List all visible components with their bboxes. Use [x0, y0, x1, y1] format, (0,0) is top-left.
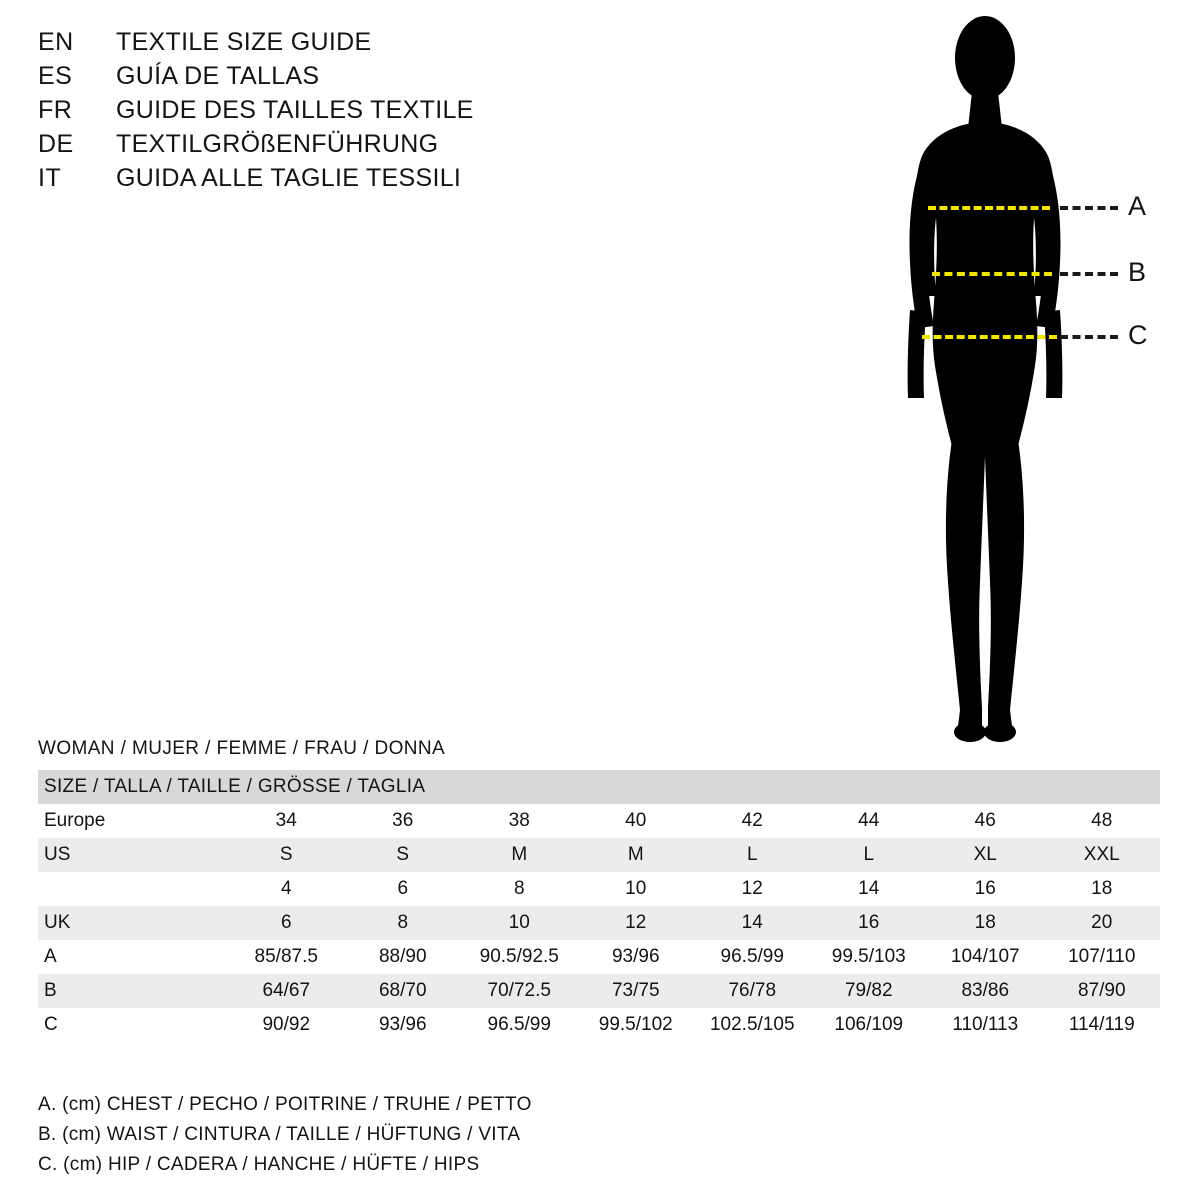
cell: 96.5/99 — [461, 1008, 578, 1042]
cell: 46 — [927, 804, 1044, 838]
cell: 102.5/105 — [694, 1008, 811, 1042]
chest-measure-line — [928, 206, 1050, 210]
row-label-us: US — [38, 838, 228, 872]
cell: 79/82 — [811, 974, 928, 1008]
cell: 76/78 — [694, 974, 811, 1008]
footnote-list — [38, 1090, 838, 1180]
cell: 12 — [578, 906, 695, 940]
cell: 6 — [228, 906, 345, 940]
language-row-it — [38, 164, 658, 198]
language-code-en: EN — [38, 28, 74, 56]
woman-silhouette-icon — [860, 10, 1110, 750]
cell: 14 — [811, 872, 928, 906]
cell: 106/109 — [811, 1008, 928, 1042]
hip-measure-line — [922, 335, 1057, 339]
footnote-hip: C. (cm) HIP / CADERA / HANCHE / HÜFTE / HIPS — [38, 1154, 480, 1175]
table-row — [38, 940, 1160, 974]
cell: L — [694, 838, 811, 872]
table-row — [38, 974, 1160, 1008]
waist-leader-line — [1060, 272, 1118, 276]
cell: 18 — [1044, 872, 1161, 906]
cell: 34 — [228, 804, 345, 838]
language-code-it: IT — [38, 164, 62, 192]
cell: S — [228, 838, 345, 872]
language-row-en — [38, 28, 658, 62]
cell: 104/107 — [927, 940, 1044, 974]
cell: 8 — [461, 872, 578, 906]
row-label-uk: UK — [38, 906, 228, 940]
cell: XL — [927, 838, 1044, 872]
cell: 85/87.5 — [228, 940, 345, 974]
cell: M — [578, 838, 695, 872]
table-row — [38, 1008, 1160, 1042]
cell: 70/72.5 — [461, 974, 578, 1008]
size-table-section — [38, 738, 1160, 1042]
cell: 44 — [811, 804, 928, 838]
language-title-en: TEXTILE SIZE GUIDE — [116, 28, 372, 56]
cell: 20 — [1044, 906, 1161, 940]
body-measurement-figure — [860, 10, 1190, 750]
language-row-es — [38, 62, 658, 96]
table-header-row — [38, 770, 1160, 804]
footnote-waist: B. (cm) WAIST / CINTURA / TAILLE / HÜFTUNG / VITA — [38, 1124, 521, 1145]
language-title-list — [38, 28, 658, 198]
cell: 10 — [578, 872, 695, 906]
cell: 40 — [578, 804, 695, 838]
cell: 114/119 — [1044, 1008, 1161, 1042]
cell: 16 — [927, 872, 1044, 906]
row-label-a: A — [38, 940, 228, 974]
cell: 16 — [811, 906, 928, 940]
cell: 88/90 — [345, 940, 462, 974]
cell: 64/67 — [228, 974, 345, 1008]
chest-measure-label: A — [1128, 191, 1147, 221]
cell: 87/90 — [1044, 974, 1161, 1008]
waist-measure-label: B — [1128, 257, 1147, 287]
cell: 96.5/99 — [694, 940, 811, 974]
cell: 83/86 — [927, 974, 1044, 1008]
table-caption: WOMAN / MUJER / FEMME / FRAU / DONNA — [38, 738, 446, 759]
language-title-de: TEXTILGRÖßENFÜHRUNG — [116, 130, 439, 158]
cell: 48 — [1044, 804, 1161, 838]
cell: 99.5/103 — [811, 940, 928, 974]
row-label-b: B — [38, 974, 228, 1008]
cell: 12 — [694, 872, 811, 906]
cell: XXL — [1044, 838, 1161, 872]
waist-measure-line — [932, 272, 1052, 276]
language-code-de: DE — [38, 130, 74, 158]
cell: 73/75 — [578, 974, 695, 1008]
cell: 110/113 — [927, 1008, 1044, 1042]
language-row-de — [38, 130, 658, 164]
cell: 68/70 — [345, 974, 462, 1008]
cell: 107/110 — [1044, 940, 1161, 974]
row-label-europe: Europe — [38, 804, 228, 838]
cell: 6 — [345, 872, 462, 906]
cell: 14 — [694, 906, 811, 940]
table-row — [38, 872, 1160, 906]
cell: 38 — [461, 804, 578, 838]
cell: 42 — [694, 804, 811, 838]
cell: 10 — [461, 906, 578, 940]
language-row-fr — [38, 96, 658, 130]
cell: 93/96 — [345, 1008, 462, 1042]
footnote-chest: A. (cm) CHEST / PECHO / POITRINE / TRUHE / PETTO — [38, 1094, 532, 1115]
language-title-it: GUIDA ALLE TAGLIE TESSILI — [116, 164, 462, 192]
cell: 36 — [345, 804, 462, 838]
table-row — [38, 906, 1160, 940]
language-code-fr: FR — [38, 96, 73, 124]
hip-leader-line — [1060, 335, 1118, 339]
language-title-fr: GUIDE DES TAILLES TEXTILE — [116, 96, 474, 124]
cell: 99.5/102 — [578, 1008, 695, 1042]
language-title-es: GUÍA DE TALLAS — [116, 62, 320, 90]
language-code-es: ES — [38, 62, 73, 90]
cell: S — [345, 838, 462, 872]
table-row — [38, 804, 1160, 838]
row-label-c: C — [38, 1008, 228, 1042]
cell: 93/96 — [578, 940, 695, 974]
cell: 4 — [228, 872, 345, 906]
cell: 18 — [927, 906, 1044, 940]
cell: L — [811, 838, 928, 872]
hip-measure-label: C — [1128, 320, 1148, 350]
row-label-us-numeric — [38, 872, 228, 906]
size-table — [38, 770, 1160, 1042]
cell: 90.5/92.5 — [461, 940, 578, 974]
cell: M — [461, 838, 578, 872]
cell: 90/92 — [228, 1008, 345, 1042]
cell: 8 — [345, 906, 462, 940]
table-row — [38, 838, 1160, 872]
chest-leader-line — [1060, 206, 1118, 210]
table-header-label: SIZE / TALLA / TAILLE / GRÖSSE / TAGLIA — [38, 770, 1160, 804]
